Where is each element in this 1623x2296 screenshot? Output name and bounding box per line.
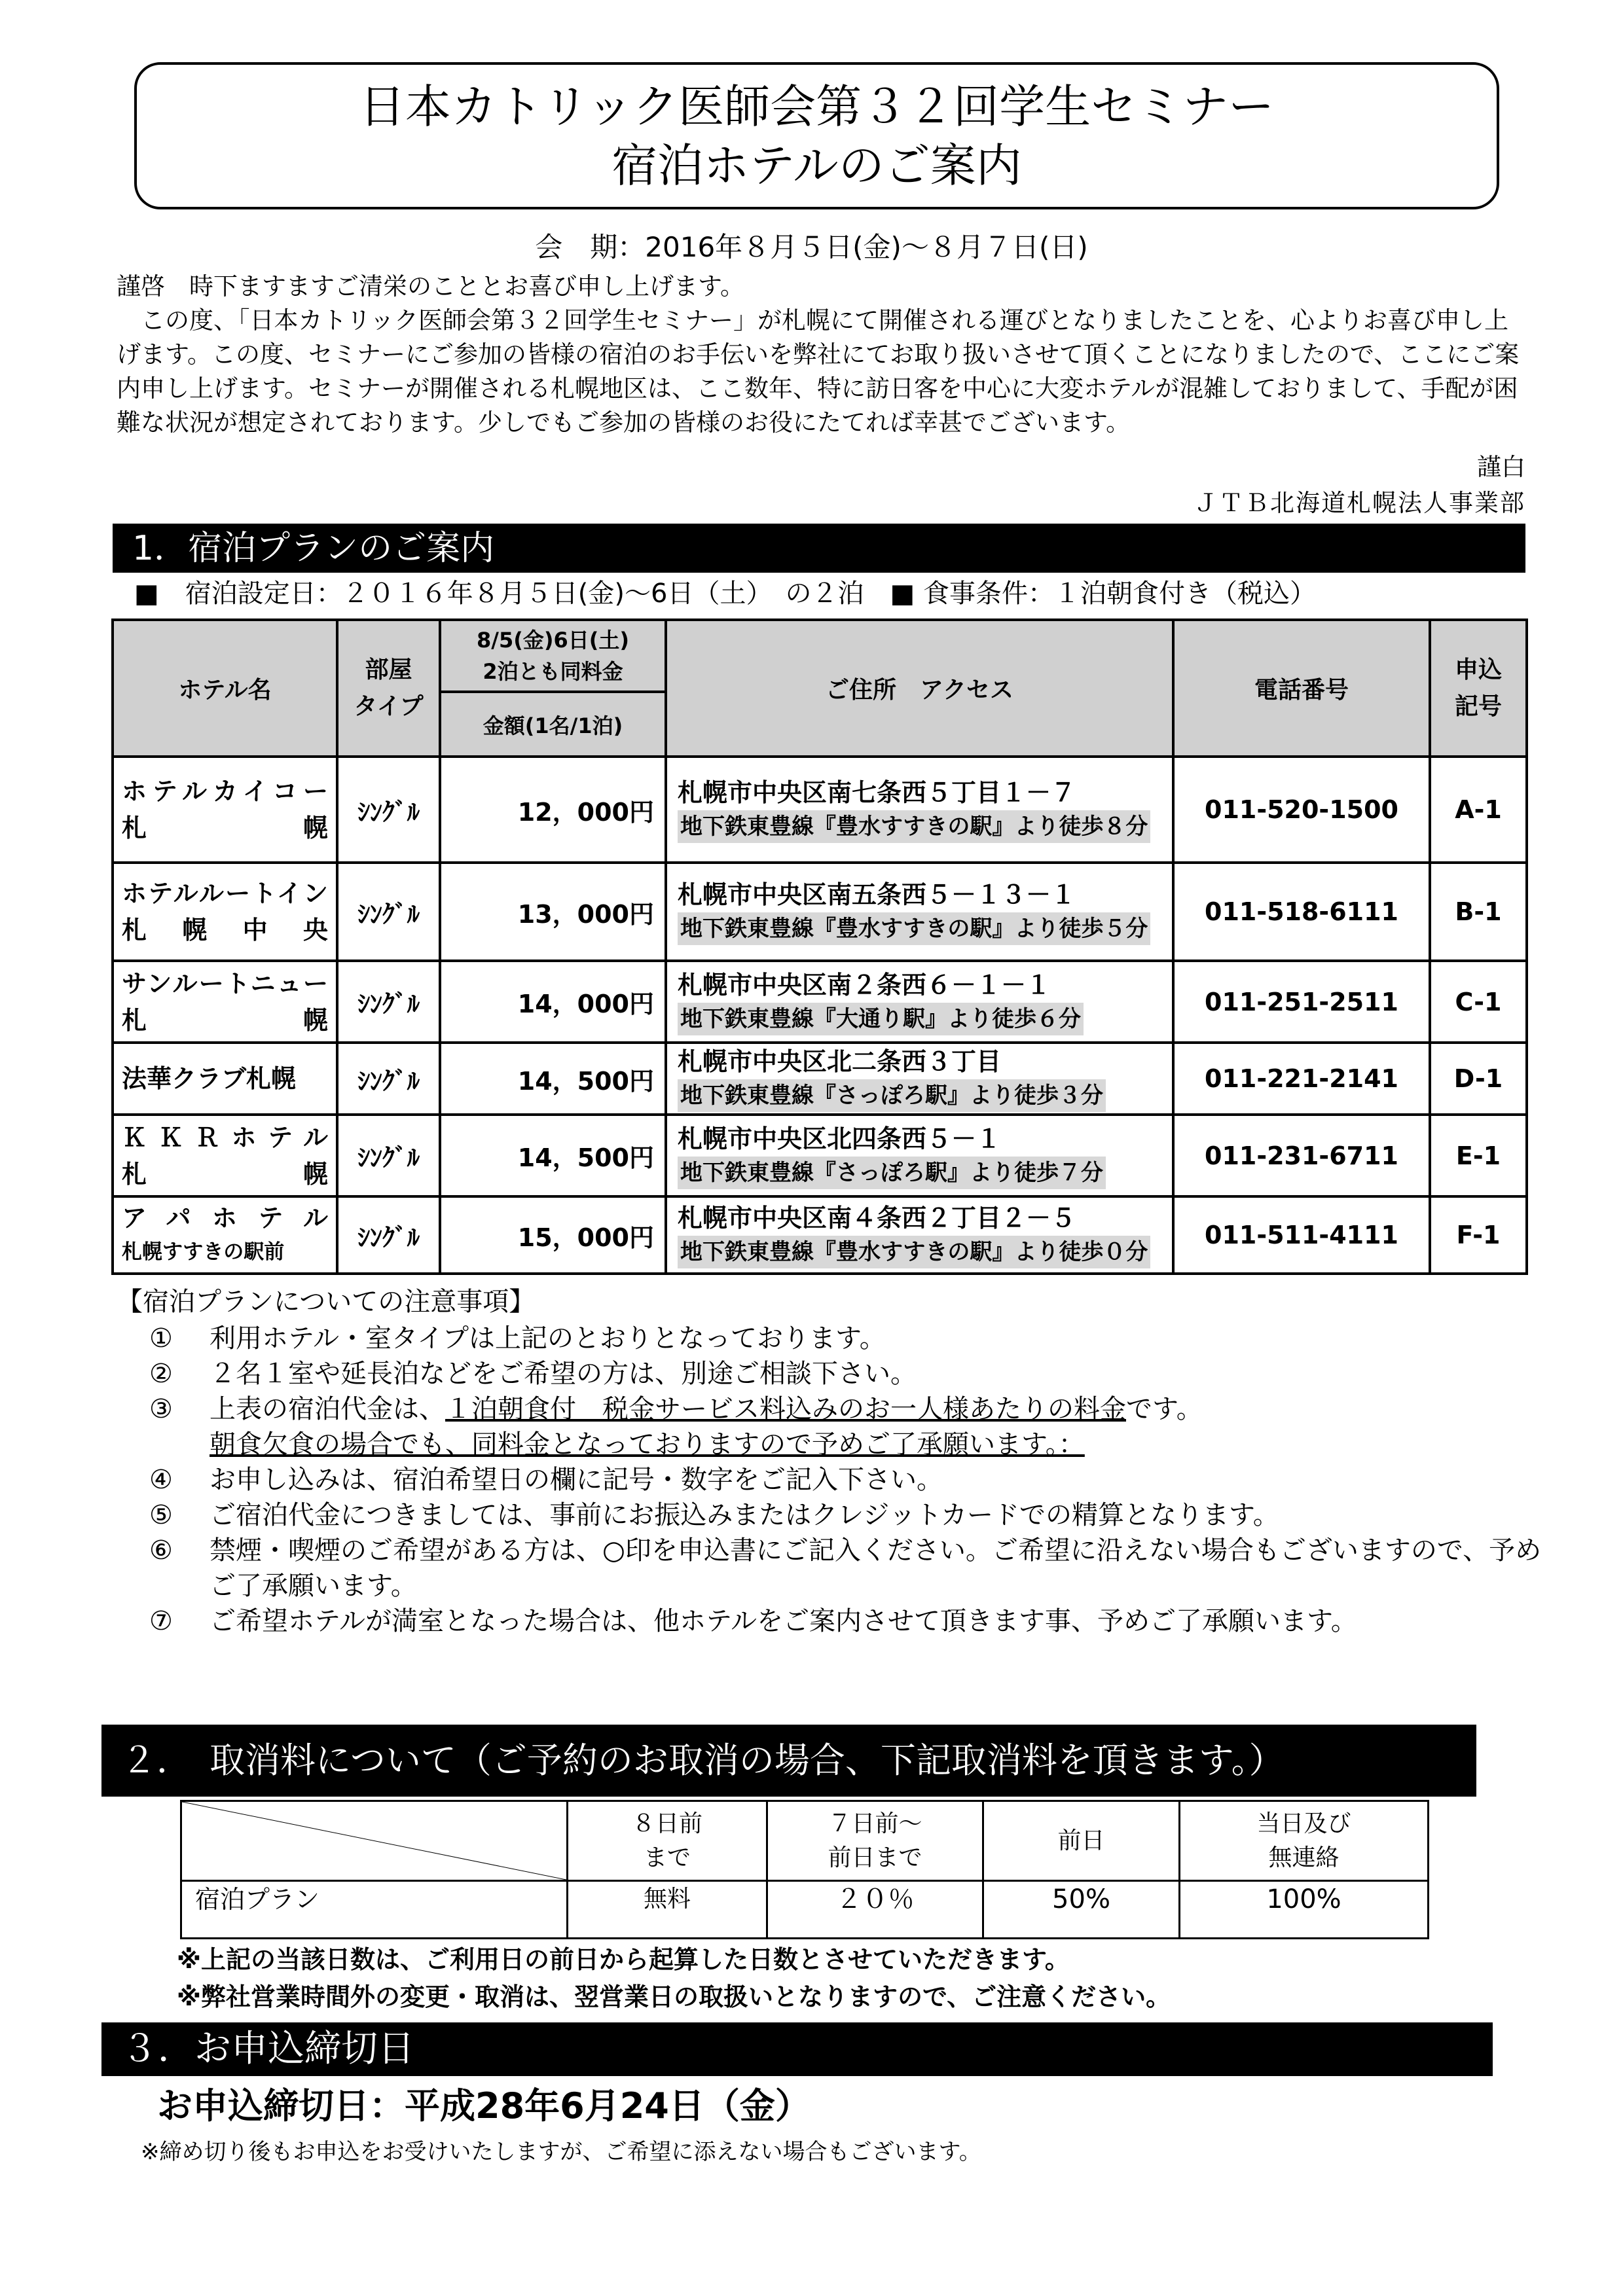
table-row [113, 863, 1527, 961]
fee-value: 50% [983, 1881, 1180, 1939]
table-row [113, 1043, 1527, 1115]
row-label: 宿泊プラン [181, 1881, 568, 1939]
address-cell: 札幌市中央区南２条西６－１－１ 地下鉄東豊線『大通り駅』より徒歩６分 [666, 961, 1173, 1043]
diagonal-cell [181, 1801, 568, 1881]
room-type: ｼﾝｸﾞﾙ [337, 1115, 440, 1196]
intro-body: この度、「日本カトリック医師会第３２回学生セミナー」が札幌にて開催される運びとなりましたことを、心よりお喜び申し上げます。この度、セミナーにご参加の皆様の宿泊のお手伝いを弊社にてお取り扱いさせて頂くことになりましたので、ここにご案内申し上げます。セミナーが開催される札幌地区は、ここ数年、特に訪日客を中心に大変ホテルが混雑しておりまして、手配が困難な状況が想定されております。少しでもご参加の皆様のお役にたてれば幸甚でございます。 [117, 306, 1520, 437]
hotel-table [111, 619, 1528, 1275]
address-cell: 札幌市中央区北四条西５－１ 地下鉄東豊線『さっぽろ駅』より徒歩７分 [666, 1115, 1173, 1196]
list-item: ③ 上表の宿泊代金は、１泊朝食付 税金サービス料込みのお一人様あたりの料金です。 朝食欠食の場合でも、同料金となっておりますので予めご了承願います。： [149, 1394, 1203, 1460]
room-type: ｼﾝｸﾞﾙ [337, 863, 440, 961]
col-header: 当日及び 無連絡 [1180, 1801, 1429, 1881]
phone: 011-221-2141 [1173, 1043, 1430, 1115]
cancel-note-1: ※上記の当該日数は、ご利用日の前日から起算した日数とさせていただきます。 [177, 1945, 1070, 1974]
header-hotel: ホテル名 [113, 620, 337, 757]
intro-greeting: 謹啓 時下ますますご清栄のこととお喜び申し上げます。 [117, 272, 745, 300]
notes-header: 【宿泊プランについての注意事項】 [117, 1287, 536, 1317]
table-row [113, 1196, 1527, 1274]
fee-value: 無料 [568, 1881, 767, 1939]
address-cell: 札幌市中央区北二条西３丁目 地下鉄東豊線『さっぽろ駅』より徒歩３分 [666, 1043, 1173, 1115]
intro-text [117, 270, 1531, 440]
phone: 011-511-4111 [1173, 1196, 1430, 1274]
table-row [113, 757, 1527, 863]
hotel-name-cell: サンルートニュー 札 幌 [113, 961, 337, 1043]
col-header: 前日 [983, 1801, 1180, 1881]
title-box [134, 62, 1499, 209]
price: 12，000円 [440, 757, 666, 863]
hotel-name-cell: ＫＫＲホテル 札 幌 [113, 1115, 337, 1196]
header-room-type: 部屋 タイプ [337, 620, 440, 757]
code: E-1 [1430, 1115, 1527, 1196]
deadline-note: ※締め切り後もお申込をお受けいたしますが、ご希望に添えない場合もございます。 [141, 2139, 981, 2165]
code: F-1 [1430, 1196, 1527, 1274]
deadline: お申込締切日：平成28年6月24日（金） [157, 2085, 811, 2126]
code: A-1 [1430, 757, 1527, 863]
room-type: ｼﾝｸﾞﾙ [337, 757, 440, 863]
list-item: ④ お申し込みは、宿泊希望日の欄に記号・数字をご記入下さい。 [149, 1465, 943, 1495]
closing-word: 謹白 [1477, 453, 1525, 481]
plan-info: ■ 宿泊設定日：２０１６年８月５日(金)～6日（土） の２泊 ■ 食事条件：１泊朝食付き（税込） [134, 579, 1316, 609]
phone: 011-231-6711 [1173, 1115, 1430, 1196]
hotel-name-cell: ホテルカイコー 札 幌 [113, 757, 337, 863]
hotel-name-cell: ホテルルートイン 札幌中央 [113, 863, 337, 961]
phone: 011-520-1500 [1173, 757, 1430, 863]
price: 15，000円 [440, 1196, 666, 1274]
section-1-header: 1．宿泊プランのご案内 [113, 524, 1525, 573]
address-cell: 札幌市中央区南七条西５丁目１－７ 地下鉄東豊線『豊水すすきの駅』より徒歩８分 [666, 757, 1173, 863]
company-name: ＪＴＢ北海道札幌法人事業部 [1194, 489, 1525, 517]
event-period: 会 期：2016年８月５日(金)～８月７日(日) [535, 231, 1088, 263]
list-item: ⑦ ご希望ホテルが満室となった場合は、他ホテルをご案内させて頂きます事、予めご了承願います。 [149, 1606, 1357, 1636]
cancel-fee-table [180, 1800, 1429, 1939]
price: 14，500円 [440, 1115, 666, 1196]
address-cell: 札幌市中央区南五条西５－１３－１ 地下鉄東豊線『豊水すすきの駅』より徒歩５分 [666, 863, 1173, 961]
fee-value: ２０％ [767, 1881, 983, 1939]
section-2-header: ２． 取消料について（ご予約のお取消の場合、下記取消料を頂きます。） [101, 1725, 1476, 1797]
table-row [181, 1881, 1429, 1939]
room-type: ｼﾝｸﾞﾙ [337, 1043, 440, 1115]
section-3-header: ３．お申込締切日 [101, 2022, 1493, 2076]
code: C-1 [1430, 961, 1527, 1043]
list-item: ⑥ 禁煙・喫煙のご希望がある方は、○印を申込書にご記入ください。ご希望に沿えない場合もございますので、予めご了承願います。 [149, 1535, 1542, 1601]
header-price-sub: 金額(1名/1泊) [440, 692, 666, 757]
room-type: ｼﾝｸﾞﾙ [337, 1196, 440, 1274]
room-type: ｼﾝｸﾞﾙ [337, 961, 440, 1043]
hotel-name-cell: 法華クラブ札幌 [113, 1043, 337, 1115]
col-header: ８日前 まで [568, 1801, 767, 1881]
header-code: 申込 記号 [1430, 620, 1527, 757]
price: 13，000円 [440, 863, 666, 961]
page-title: 日本カトリック医師会第３２回学生セミナー [359, 79, 1275, 134]
header-price-top: 8/5(金)6日(土) 2泊とも同料金 [440, 620, 666, 692]
page-subtitle: 宿泊ホテルのご案内 [611, 138, 1022, 192]
code: B-1 [1430, 863, 1527, 961]
fee-value: 100% [1180, 1881, 1429, 1939]
header-phone: 電話番号 [1173, 620, 1430, 757]
hotel-name-cell: アパホテル 札幌すすきの駅前 [113, 1196, 337, 1274]
diagonal-line [182, 1802, 566, 1880]
table-row [113, 1115, 1527, 1196]
price: 14，000円 [440, 961, 666, 1043]
table-row [113, 961, 1527, 1043]
list-item: ② ２名１室や延長泊などをご希望の方は、別途ご相談下さい。 [149, 1359, 917, 1389]
price: 14，500円 [440, 1043, 666, 1115]
plan-notes [117, 1284, 1544, 1639]
cancel-note-2: ※弊社営業時間外の変更・取消は、翌営業日の取扱いとなりますので、ご注意ください。 [177, 1982, 1171, 2011]
list-item: ① 利用ホテル・室タイプは上記のとおりとなっております。 [149, 1323, 886, 1354]
col-header: ７日前～ 前日まで [767, 1801, 983, 1881]
phone: 011-518-6111 [1173, 863, 1430, 961]
list-item: ⑤ ご宿泊代金につきましては、事前にお振込みまたはクレジットカードでの精算となります。 [149, 1500, 1279, 1530]
code: D-1 [1430, 1043, 1527, 1115]
address-cell: 札幌市中央区南４条西２丁目２－５ 地下鉄東豊線『豊水すすきの駅』より徒歩０分 [666, 1196, 1173, 1274]
header-address: ご住所 アクセス [666, 620, 1173, 757]
phone: 011-251-2511 [1173, 961, 1430, 1043]
